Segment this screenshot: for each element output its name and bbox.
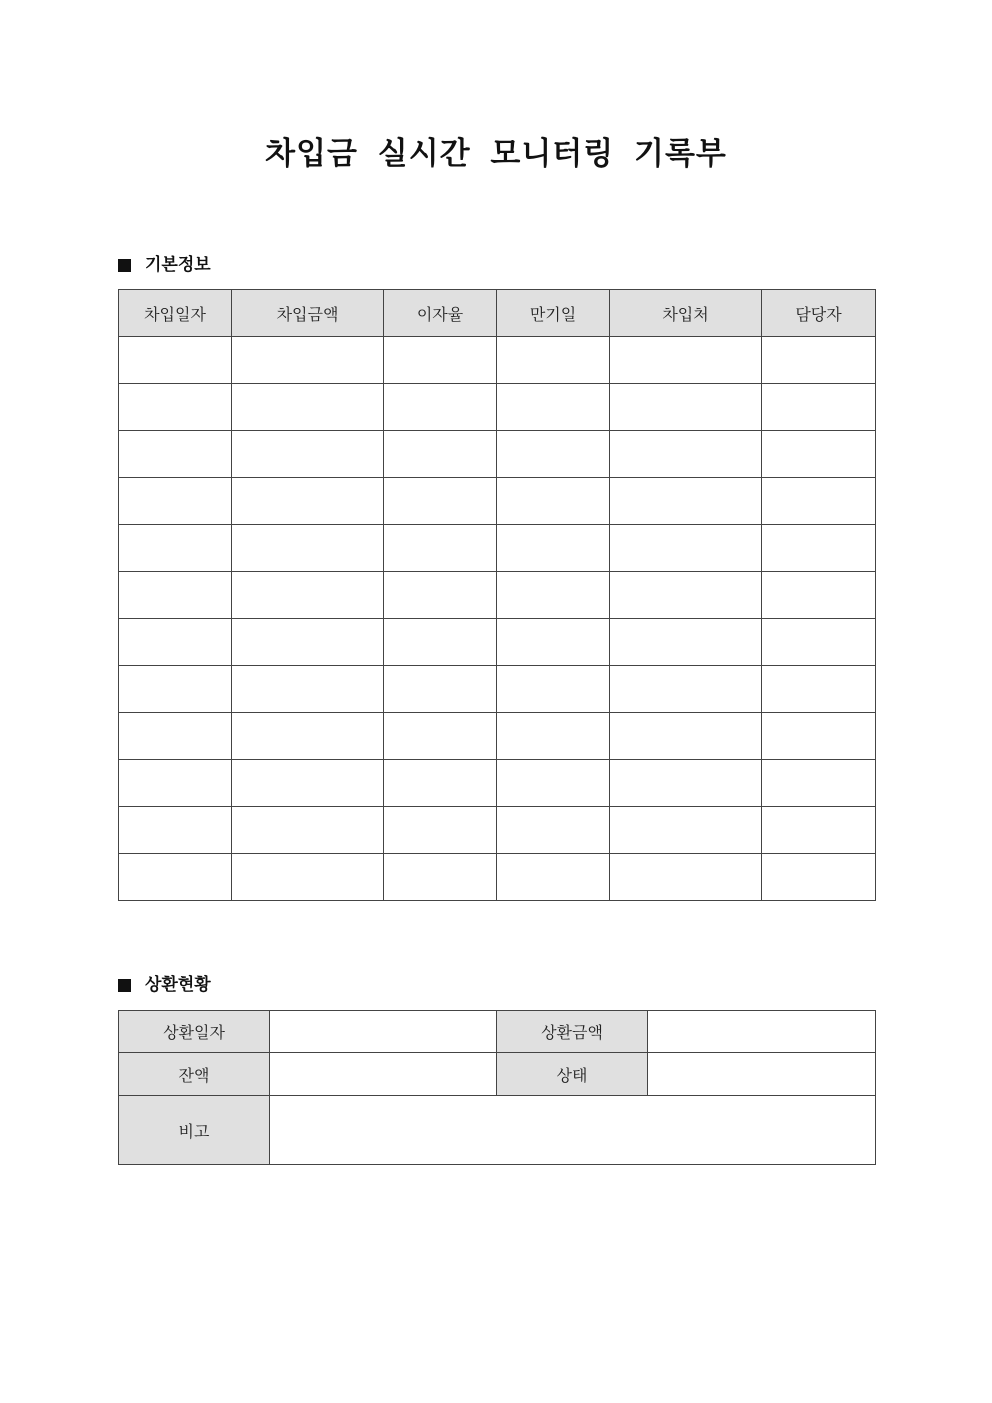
borrow-date-cell[interactable] — [119, 854, 232, 901]
interest-rate-cell[interactable] — [384, 619, 497, 666]
repay-amount-label: 상환금액 — [497, 1011, 648, 1053]
basic-info-table — [118, 289, 876, 901]
table-row — [119, 854, 876, 901]
lender-cell[interactable] — [610, 760, 762, 807]
table-row — [119, 619, 876, 666]
borrow-date-cell[interactable] — [119, 713, 232, 760]
maturity-date-cell[interactable] — [497, 854, 610, 901]
remarks-cell[interactable] — [270, 1096, 876, 1165]
borrow-amount-cell[interactable] — [232, 478, 384, 525]
maturity-date-cell[interactable] — [497, 619, 610, 666]
square-bullet-icon — [118, 979, 131, 992]
borrow-date-cell[interactable] — [119, 478, 232, 525]
lender-cell[interactable] — [610, 572, 762, 619]
interest-rate-cell[interactable] — [384, 478, 497, 525]
lender-cell[interactable] — [610, 431, 762, 478]
borrow-date-cell[interactable] — [119, 431, 232, 478]
interest-rate-cell[interactable] — [384, 760, 497, 807]
manager-cell[interactable] — [762, 478, 876, 525]
manager-cell[interactable] — [762, 619, 876, 666]
manager-cell[interactable] — [762, 713, 876, 760]
interest-rate-cell[interactable] — [384, 666, 497, 713]
borrow-amount-cell[interactable] — [232, 619, 384, 666]
column-header-interest-rate: 이자율 — [384, 290, 497, 337]
manager-cell[interactable] — [762, 572, 876, 619]
lender-cell[interactable] — [610, 713, 762, 760]
manager-cell[interactable] — [762, 807, 876, 854]
maturity-date-cell[interactable] — [497, 337, 610, 384]
borrow-amount-cell[interactable] — [232, 431, 384, 478]
maturity-date-cell[interactable] — [497, 666, 610, 713]
maturity-date-cell[interactable] — [497, 431, 610, 478]
table-row — [119, 572, 876, 619]
borrow-date-cell[interactable] — [119, 619, 232, 666]
manager-cell[interactable] — [762, 384, 876, 431]
interest-rate-cell[interactable] — [384, 572, 497, 619]
borrow-amount-cell[interactable] — [232, 525, 384, 572]
document-title: 차입금 실시간 모니터링 기록부 — [265, 136, 727, 172]
maturity-date-cell[interactable] — [497, 760, 610, 807]
status-cell[interactable] — [648, 1053, 876, 1096]
lender-cell[interactable] — [610, 384, 762, 431]
borrow-amount-cell[interactable] — [232, 760, 384, 807]
repayment-heading — [118, 973, 211, 997]
lender-cell[interactable] — [610, 807, 762, 854]
interest-rate-cell[interactable] — [384, 431, 497, 478]
borrow-amount-cell[interactable] — [232, 666, 384, 713]
column-header-borrow-amount: 차입금액 — [232, 290, 384, 337]
basic-info-heading — [118, 253, 211, 277]
table-header-row — [119, 290, 876, 337]
lender-cell[interactable] — [610, 666, 762, 713]
maturity-date-cell[interactable] — [497, 713, 610, 760]
repayment-table — [118, 1010, 876, 1165]
borrow-amount-cell[interactable] — [232, 337, 384, 384]
borrow-amount-cell[interactable] — [232, 572, 384, 619]
table-row — [119, 478, 876, 525]
interest-rate-cell[interactable] — [384, 384, 497, 431]
maturity-date-cell[interactable] — [497, 572, 610, 619]
column-header-manager: 담당자 — [762, 290, 876, 337]
borrow-date-cell[interactable] — [119, 760, 232, 807]
borrow-amount-cell[interactable] — [232, 384, 384, 431]
repay-amount-cell[interactable] — [648, 1011, 876, 1053]
interest-rate-cell[interactable] — [384, 854, 497, 901]
basic-info-heading-label: 기본정보 — [145, 255, 211, 275]
borrow-date-cell[interactable] — [119, 666, 232, 713]
maturity-date-cell[interactable] — [497, 807, 610, 854]
borrow-amount-cell[interactable] — [232, 854, 384, 901]
table-row — [119, 525, 876, 572]
maturity-date-cell[interactable] — [497, 478, 610, 525]
interest-rate-cell[interactable] — [384, 713, 497, 760]
lender-cell[interactable] — [610, 854, 762, 901]
balance-cell[interactable] — [270, 1053, 497, 1096]
table-row — [119, 431, 876, 478]
manager-cell[interactable] — [762, 337, 876, 384]
lender-cell[interactable] — [610, 619, 762, 666]
manager-cell[interactable] — [762, 431, 876, 478]
interest-rate-cell[interactable] — [384, 807, 497, 854]
maturity-date-cell[interactable] — [497, 525, 610, 572]
table-row — [119, 807, 876, 854]
borrow-date-cell[interactable] — [119, 337, 232, 384]
table-row — [119, 713, 876, 760]
interest-rate-cell[interactable] — [384, 337, 497, 384]
status-label: 상태 — [497, 1053, 648, 1096]
manager-cell[interactable] — [762, 666, 876, 713]
borrow-date-cell[interactable] — [119, 572, 232, 619]
lender-cell[interactable] — [610, 337, 762, 384]
square-bullet-icon — [118, 259, 131, 272]
borrow-date-cell[interactable] — [119, 525, 232, 572]
borrow-date-cell[interactable] — [119, 384, 232, 431]
lender-cell[interactable] — [610, 478, 762, 525]
maturity-date-cell[interactable] — [497, 384, 610, 431]
balance-label: 잔액 — [119, 1053, 270, 1096]
table-row — [119, 666, 876, 713]
table-row — [119, 1011, 876, 1053]
lender-cell[interactable] — [610, 525, 762, 572]
borrow-date-cell[interactable] — [119, 807, 232, 854]
table-row — [119, 1096, 876, 1165]
column-header-lender: 차입처 — [610, 290, 762, 337]
repayment-heading-label: 상환현황 — [145, 975, 211, 995]
borrow-amount-cell[interactable] — [232, 713, 384, 760]
table-row — [119, 337, 876, 384]
repay-date-cell[interactable] — [270, 1011, 497, 1053]
table-row — [119, 760, 876, 807]
repay-date-label: 상환일자 — [119, 1011, 270, 1053]
interest-rate-cell[interactable] — [384, 525, 497, 572]
column-header-maturity-date: 만기일 — [497, 290, 610, 337]
column-header-borrow-date: 차입일자 — [119, 290, 232, 337]
manager-cell[interactable] — [762, 760, 876, 807]
table-row — [119, 1053, 876, 1096]
manager-cell[interactable] — [762, 854, 876, 901]
borrow-amount-cell[interactable] — [232, 807, 384, 854]
table-row — [119, 384, 876, 431]
manager-cell[interactable] — [762, 525, 876, 572]
remarks-label: 비고 — [119, 1096, 270, 1165]
